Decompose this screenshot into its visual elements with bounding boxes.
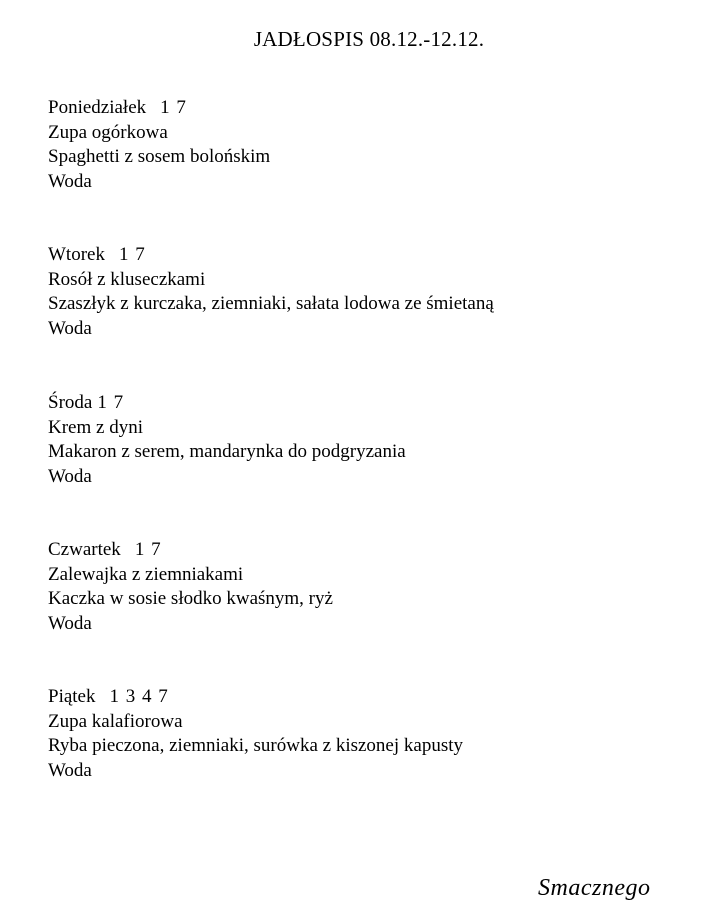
- day-wednesday: [48, 391, 688, 489]
- page-title: JADŁOSPIS 08.12.-12.12.: [253, 27, 485, 51]
- allergen-codes: 1 7: [160, 97, 186, 118]
- soup-item: Krem z dyni: [48, 416, 143, 438]
- soup-item: Zalewajka z ziemniakami: [48, 563, 244, 585]
- soup-item: Rosół z kluseczkami: [48, 268, 206, 290]
- soup-item: Zupa ogórkowa: [48, 121, 168, 143]
- main-course-item: Makaron z serem, mandarynka do podgryzania: [48, 441, 406, 462]
- day-name: Poniedziałek: [48, 97, 147, 118]
- day-name: Piątek: [48, 686, 96, 707]
- drink-item: Woda: [48, 317, 92, 339]
- allergen-codes: 1 7: [134, 539, 161, 560]
- main-course-item: Spaghetti z sosem bolońskim: [48, 146, 271, 167]
- day-name: Czwartek: [48, 539, 121, 560]
- drink-item: Woda: [48, 465, 92, 487]
- closing-text: Smacznego: [538, 875, 651, 901]
- drink-item: Woda: [48, 170, 92, 192]
- drink-item: Woda: [48, 759, 92, 781]
- drink-item: Woda: [48, 612, 92, 634]
- day-name: Środa: [48, 392, 93, 413]
- main-course-item: Szaszłyk z kurczaka, ziemniaki, sałata lodowa ze śmietaną: [48, 293, 494, 314]
- soup-item: Zupa kalafiorowa: [48, 710, 183, 732]
- day-header: [48, 685, 688, 710]
- main-course-item: Kaczka w sosie słodko kwaśnym, ryż: [48, 588, 333, 609]
- day-header: [48, 96, 688, 121]
- day-name: Wtorek: [48, 244, 105, 265]
- allergen-codes: 1 7: [118, 244, 145, 265]
- day-header: [48, 243, 688, 268]
- day-header: [48, 538, 688, 563]
- day-friday: [48, 685, 688, 783]
- allergen-codes: 1 3 4 7: [109, 686, 168, 707]
- allergen-codes: 1 7: [97, 392, 124, 413]
- day-thursday: [48, 538, 688, 636]
- day-header: [48, 391, 688, 416]
- main-course-item: Ryba pieczona, ziemniaki, surówka z kiszonej kapusty: [48, 735, 464, 756]
- day-monday: [48, 96, 688, 194]
- day-tuesday: [48, 243, 688, 341]
